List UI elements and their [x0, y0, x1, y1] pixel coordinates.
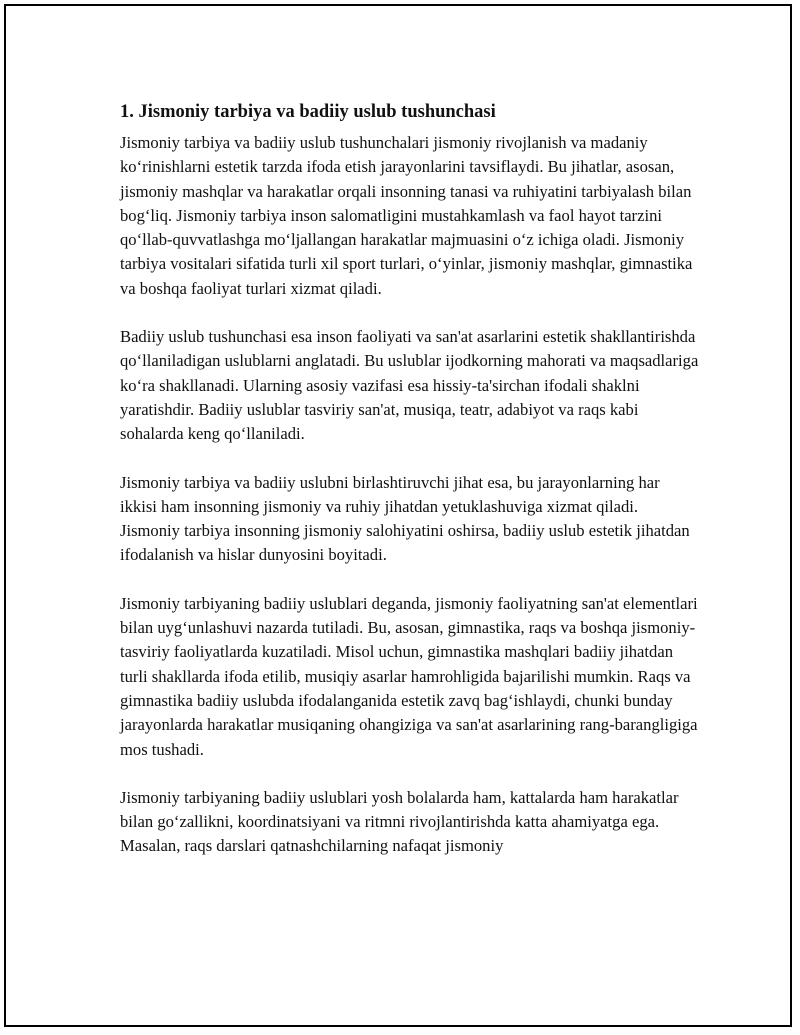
paragraph-3: Jismoniy tarbiya va badiiy uslubni birlashtiruvchi jihat esa, bu jarayonlarning har ikkisi ham insonning jismoniy va ruhiy jihatdan yetuklashuviga xizmat qiladi. Jismoniy tarbiya insonning jismoniy salohiyatini oshirsa, badiiy uslub estetik jihatdan ifodalanish va hislar dunyosini boyitadi. — [120, 472, 690, 565]
paragraph-1: Jismoniy tarbiya va badiiy uslub tushunchalari jismoniy rivojlanish va madaniy koʻrinishlarni estetik tarzda ifoda etish jarayonlarini tavsiflaydi. Bu jihatlar, asosan, jismoniy mashqlar va harakatlar orqali insonning tanasi va ruhiyatini tarbiyalash bilan bogʻliq. Jismoniy tarbiya inson salomatligini mustahkamlash va faol hayot tarzini qoʻllab-quvvatlashga moʻljallangan harakatlar majmuasini oʻz ichiga oladi. Jismoniy tarbiya vositalari sifatida turli xil sport turlari, oʻyinlar, jismoniy mashqlar, gimnastika va boshqa faoliyat turlari xizmat qiladi. — [120, 133, 693, 298]
paragraph-4: Jismoniy tarbiyaning badiiy uslublari deganda, jismoniy faoliyatning san'at elementlari bilan uygʻunlashuvi nazarda tutiladi. Bu, asosan, gimnastika, raqs va boshqa jismoniy-tasviriy faoliyatlarda kuzatiladi. Misol uchun, gimnastika mashqlari badiiy jihatdan turli shakllarda ifoda etilib, musiqiy asarlar hamrohligida bajarilishi mumkin. Raqs va gimnastika badiiy uslubda ifodalanganida estetik zavq bagʻishlaydi, chunki bunday jarayonlarda harakatlar musiqaning ohangiziga va san'at asarlarining rang-barangligiga mos tushadi. — [120, 593, 698, 759]
paragraph-5: Jismoniy tarbiyaning badiiy uslublari yosh bolalarda ham, kattalarda ham harakatlar bilan goʻzallikni, koordinatsiyani va ritmni rivojlantirishda katta ahamiyatga ega. Masalan, raqs darslari qatnashchilarning nafaqat jismoniy — [120, 787, 679, 856]
document-body — [120, 99, 700, 883]
paragraph-2: Badiiy uslub tushunchasi esa inson faoliyati va san'at asarlarini estetik shakllantirishda qoʻllaniladigan uslublarni anglatadi. Bu uslublar ijodkorning mahorati va maqsadlariga koʻra shakllanadi. Ularning asosiy vazifasi esa hissiy-ta'sirchan ifodali shaklni yaratishdir. Badiiy uslublar tasviriy san'at, musiqa, teatr, adabiyot va raqs kabi sohalarda keng qoʻllaniladi. — [120, 327, 699, 444]
document-page — [4, 4, 792, 1027]
section-heading: 1. Jismoniy tarbiya va badiiy uslub tushunchasi — [120, 102, 496, 122]
